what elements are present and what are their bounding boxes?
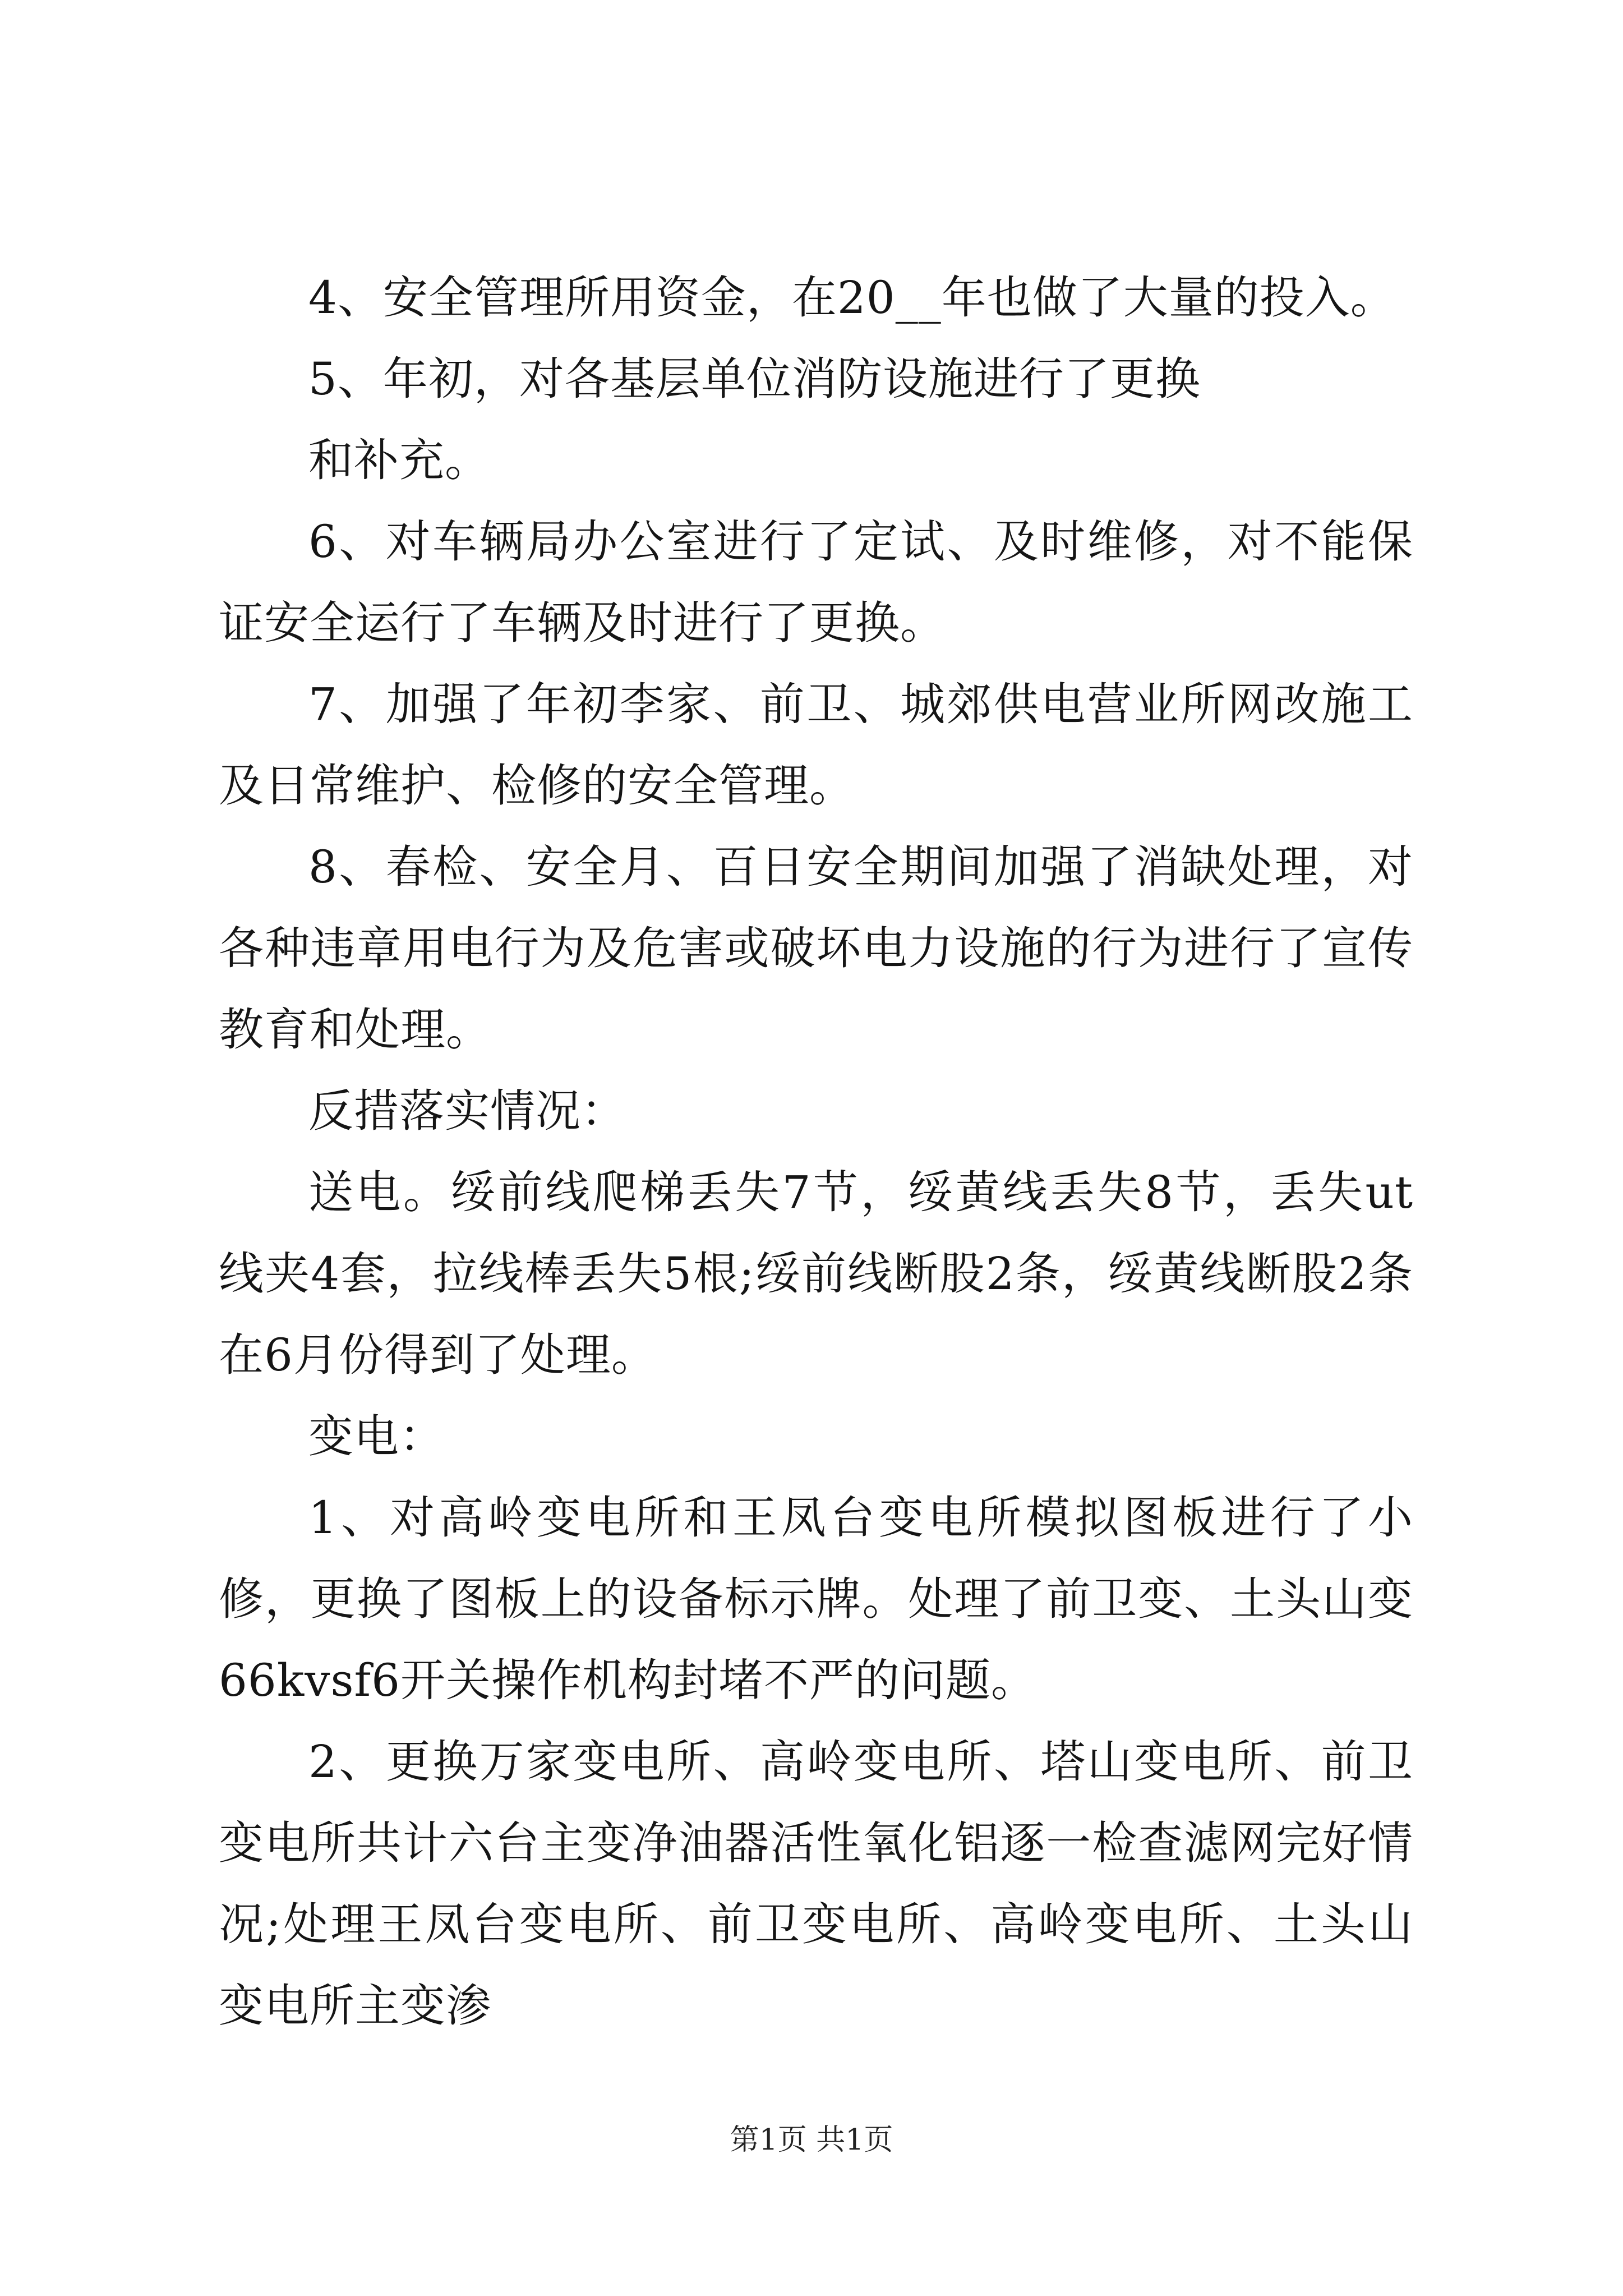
section-heading: 变电：: [308, 1410, 445, 1462]
document-body: [219, 257, 1413, 2046]
paragraph: 2、更换万家变电所、高岭变电所、塔山变电所、前卫变电所共计六台主变净油器活性氧化铝逐一检查滤网完好情况;处理王凤台变电所、前卫变电所、高岭变电所、土头山变电所主变渗: [219, 1736, 1413, 2032]
paragraph: 1、对高岭变电所和王凤台变电所模拟图板进行了小修，更换了图板上的设备标示牌。处理了前卫变、土头山变66kvsf6开关操作机构封堵不严的问题。: [219, 1492, 1413, 1706]
paragraph: 7、加强了年初李家、前卫、城郊供电营业所网改施工及日常维护、检修的安全管理。: [219, 678, 1413, 812]
paragraph: 和补充。: [308, 434, 490, 486]
paragraph: 8、春检、安全月、百日安全期间加强了消缺处理，对各种违章用电行为及危害或破坏电力设施的行为进行了宣传教育和处理。: [219, 841, 1413, 1056]
page-footer: 第1页 共1页: [730, 2123, 893, 2157]
paragraph: 6、对车辆局办公室进行了定试、及时维修，对不能保证安全运行了车辆及时进行了更换。: [219, 516, 1413, 649]
section-heading: 反措落实情况：: [308, 1085, 626, 1137]
paragraph: 5、年初，对各基层单位消防设施进行了更换: [308, 353, 1201, 405]
paragraph: 4、安全管理所用资金，在20__年也做了大量的投入。: [308, 272, 1396, 324]
paragraph: 送电。绥前线爬梯丢失7节，绥黄线丢失8节，丢失ut线夹4套，拉线棒丢失5根;绥前线断股2条，绥黄线断股2条在6月份得到了处理。: [219, 1166, 1413, 1381]
